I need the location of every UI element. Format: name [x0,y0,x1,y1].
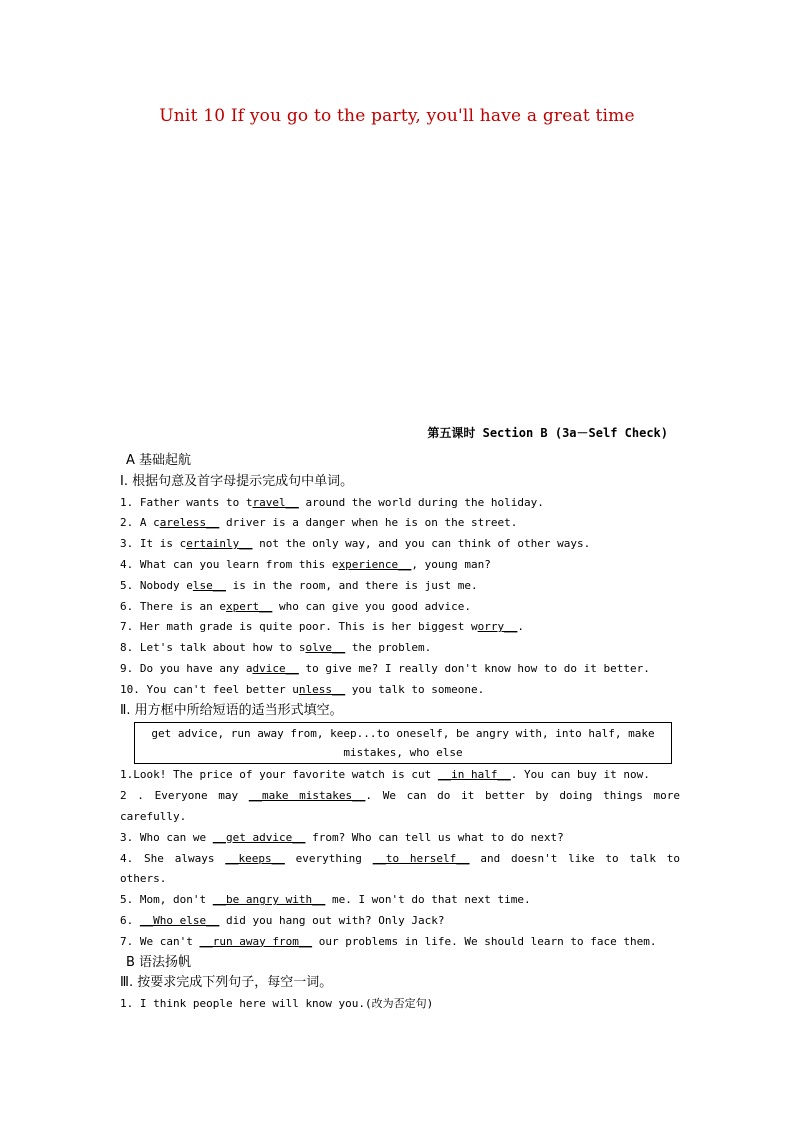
exercise-content [120,451,680,1015]
answer: ertainly__ [186,537,253,551]
answer: __make mistakes__ [248,789,366,803]
part1-item: 4. What can you learn from this experience__, young man? [120,557,491,571]
part2-item: 3. Who can we __get advice__ from? Who can tell us what to do next? [120,830,564,844]
part1-item: 9. Do you have any advice__ to give me? I really don't know how to do it better. [120,661,650,675]
answer: areless__ [159,516,220,530]
section-b-heading: B 语法扬帆 [126,954,192,970]
part1-item: 10. You can't feel better unless__ you talk to someone. [120,682,485,696]
phrase-box-line: get advice, run away from, keep...to oneself, be angry with, into half, make [151,727,655,741]
part2-item: 1.Look! The price of your favorite watch is cut __in half__. You can buy it now. [120,768,650,782]
answer: nless__ [298,682,346,696]
answer: ravel__ [252,495,299,509]
part2-heading: Ⅱ. 用方框中所给短语的适当形式填空。 [120,702,343,718]
answer: lse__ [192,578,226,592]
part3-item: 1. I think people here will know you.(改为否定句) [120,997,434,1011]
part2-item: 7. We can't __run away from__ our problems in life. We should learn to face them. [120,934,657,948]
part1-item: 6. There is an expert__ who can give you good advice. [120,599,472,613]
part1-heading: Ⅰ. 根据句意及首字母提示完成句中单词。 [120,473,354,489]
answer: __keeps__ [225,851,285,865]
part2-item: 5. Mom, don't __be angry with__ me. I won't do that next time. [120,893,531,907]
part1-item: 2. A careless__ driver is a danger when he is on the street. [120,516,518,530]
part2-item: 4. She always __keeps__ everything __to herself__ and doesn't like to talk to others. [120,851,680,886]
part2-item: 6. __Who else__ did you hang out with? Only Jack? [120,913,445,927]
answer: __in half__ [437,768,511,782]
part1-item: 3. It is certainly__ not the only way, and you can think of other ways. [120,537,591,551]
answer: orry__ [477,620,518,634]
answer: olve__ [305,641,346,655]
phrase-box [134,722,672,764]
part1-item: 7. Her math grade is quite poor. This is her biggest worry__. [120,620,525,634]
answer: __be angry with__ [212,893,326,907]
lesson-header: 第五课时 Section B (3a－Self Check) [427,426,668,440]
answer: __get advice__ [212,830,306,844]
answer: __Who else__ [139,913,220,927]
answer: __to herself__ [372,851,470,865]
part1-item: 8. Let's talk about how to solve__ the problem. [120,641,432,655]
answer: xpert__ [225,599,273,613]
part2-item: 2 . Everyone may __make mistakes__. We can do it better by doing things more carefully. [120,789,680,823]
answer: xperience__ [338,557,412,571]
part1-item: 1. Father wants to travel__ around the world during the holiday. [120,495,544,509]
part3-heading: Ⅲ. 按要求完成下列句子，每空一词。 [120,975,333,991]
phrase-box-line: mistakes, who else [343,746,463,760]
section-a-heading: A 基础起航 [126,453,192,468]
unit-title: Unit 10 If you go to the party, you'll have a great time [159,106,635,126]
answer: dvice__ [252,661,299,675]
answer: __run away from__ [199,934,313,948]
part1-item: 5. Nobody else__ is in the room, and there is just me. [120,578,478,592]
